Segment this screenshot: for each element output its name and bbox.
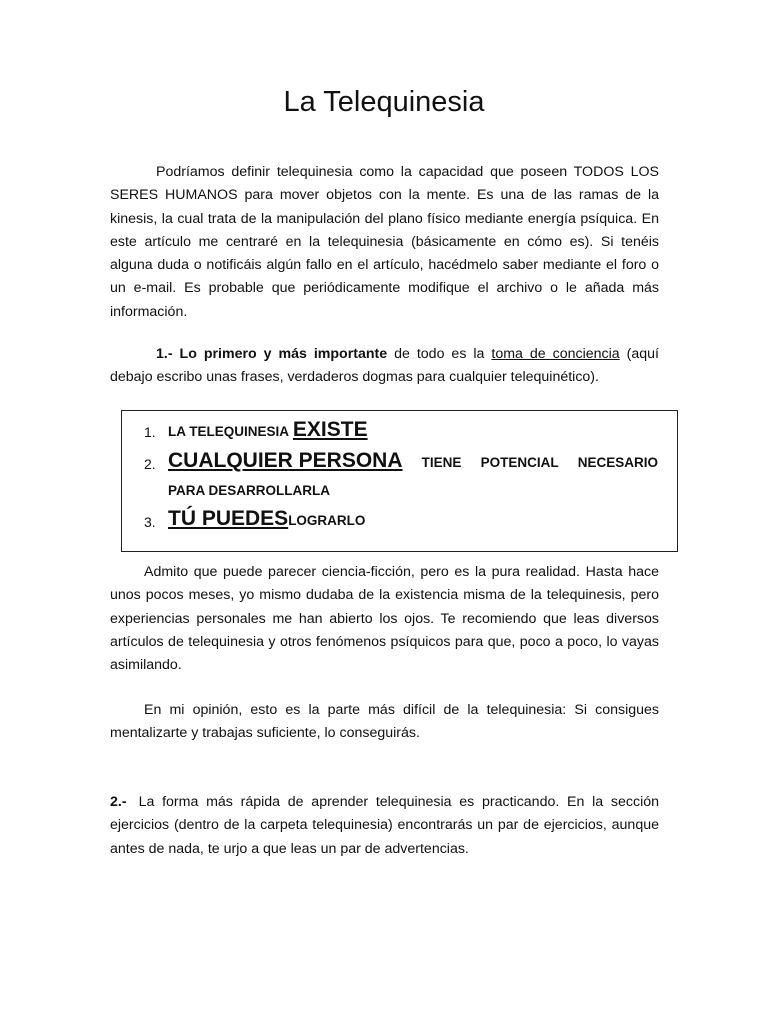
section-2-paragraph bbox=[110, 791, 659, 861]
dogma-number: 3. bbox=[144, 514, 156, 530]
section-1-text-a: de todo es la bbox=[387, 346, 492, 362]
dogma-2-word-3: NECESARIO bbox=[577, 455, 658, 470]
dogma-2-word-1: TIENE bbox=[421, 455, 462, 470]
dogma-1-small: LA TELEQUINESIA bbox=[168, 424, 290, 439]
opinion-paragraph bbox=[110, 699, 659, 746]
opinion-text: En mi opinión, esto es la parte más difícil de la telequinesia: Si consigues mentalizarte y trabajas suficiente, lo conseguirás. bbox=[110, 702, 659, 742]
dogma-3-big: TÚ PUEDES bbox=[168, 507, 289, 530]
section-1-text-b: (aquí debajo escribo unas frases, verdaderos dogmas para cualquier telequinético). bbox=[110, 346, 659, 386]
section-1-underlined: toma de conciencia bbox=[491, 346, 620, 362]
dogma-2-big: CUALQUIER PERSONA bbox=[168, 449, 403, 472]
dogma-1-big: EXISTE bbox=[292, 418, 368, 441]
section-1-lead: 1.- Lo primero y más importante bbox=[156, 346, 388, 362]
dogma-2-word-2: POTENCIAL bbox=[480, 455, 559, 470]
section-2-lead: 2.- bbox=[110, 794, 127, 810]
section-2-text: La forma más rápida de aprender telequinesia es practicando. En la sección ejercicios (dentro de la carpeta telequinesia) encontrarás un par de ejercicios, aunque antes de nada, te urjo a que leas un par de advertencias. bbox=[110, 794, 659, 857]
dogma-3-small: LOGRARLO bbox=[288, 513, 366, 528]
dogmas-box bbox=[121, 410, 678, 552]
admito-paragraph bbox=[110, 561, 659, 677]
intro-paragraph bbox=[110, 161, 659, 324]
dogma-number: 1. bbox=[144, 424, 156, 440]
intro-text: Podríamos definir telequinesia como la capacidad que poseen TODOS LOS SERES HUMANOS para mover objetos con la mente. Es una de las ramas de la kinesis, la cual trata de la manipulación del plano físico mediante energía psíquica. En este artículo me centraré en la telequinesia (básicamente en cómo es). Si tenéis alguna duda o notificáis algún fallo en el artículo, hacédmelo saber mediante el foro o un e-mail. Es probable que periódicamente modifique el archivo o le añada más información. bbox=[110, 164, 659, 320]
document-title: La Telequinesia bbox=[283, 86, 485, 118]
dogma-number: 2. bbox=[144, 456, 156, 472]
section-1-paragraph bbox=[110, 343, 659, 390]
admito-text: Admito que puede parecer ciencia-ficción, pero es la pura realidad. Hasta hace unos pocos meses, yo mismo dudaba de la existencia misma de la telequinesis, pero experiencias personales me han abierto los ojos. Te recomiendo que leas diversos artículos de telequinesia y otros fenómenos psíquicos para que, poco a poco, lo vayas asimilando. bbox=[110, 564, 659, 674]
dogma-2-line-2: PARA DESARROLLARLA bbox=[168, 483, 330, 498]
